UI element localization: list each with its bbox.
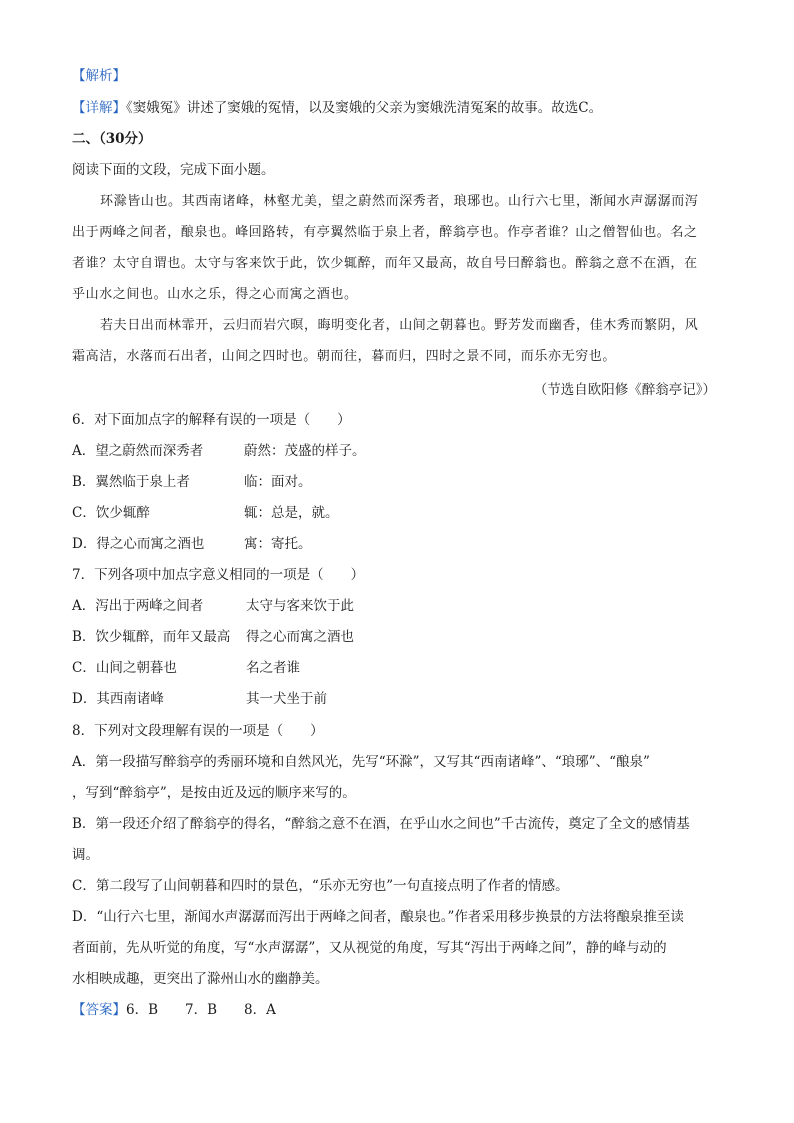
q8-line: C．第二段写了山间朝暮和四时的景色，“乐亦无穷也”一句直接点明了作者的情感。 [72, 878, 569, 894]
q8-line: A．第一段描写醉翁亭的秀丽环境和自然风光，先写“环滁”，又写其“西南诸峰”、“琅琊”、“酿泉” [72, 754, 650, 770]
q8-line: 者面前，先从听觉的角度，写“水声潺潺”，又从视觉的角度，写其“泻出于两峰之间”，静的峰与动的 [72, 940, 667, 956]
q6-option-d: D．得之心而寓之酒也 寓：寄托。 [72, 536, 312, 552]
q7-option-b: B．饮少辄醉，而年又最高 得之心而寓之酒也 [72, 629, 354, 645]
q7-option-a: A．泻出于两峰之间者 太守与客来饮于此 [72, 598, 354, 614]
q8-line: ，写到“醉翁亭”，是按由近及远的顺序来写的。 [72, 785, 356, 801]
passage-line: 若夫日出而林霏开，云归而岩穴暝，晦明变化者，山间之朝暮也。野芳发而幽香，佳木秀而繁阴，风 [100, 318, 699, 333]
passage-line: 者谁？太守自谓也。太守与客来饮于此，饮少辄醉，而年又最高，故自号曰醉翁也。醉翁之意不在酒，在 [72, 256, 698, 271]
q6-stem: 6．对下面加点字的解释有误的一项是（ ） [72, 412, 351, 428]
passage-line: 霜高洁，水落而石出者，山间之四时也。朝而往，暮而归，四时之景不同，而乐亦无穷也。 [72, 349, 617, 364]
passage-source: （节选自欧阳修《醉翁亭记》） [533, 382, 716, 398]
passage-line: 环滁皆山也。其西南诸峰，林壑尤美，望之蔚然而深秀者，琅琊也。山行六七里，渐闻水声潺潺而泻 [100, 194, 699, 209]
answer-line [72, 1000, 276, 1020]
q7-stem: 7．下列各项中加点字意义相同的一项是（ ） [72, 567, 365, 583]
passage-line: 乎山水之间也。山水之乐，得之心而寓之酒也。 [72, 287, 358, 302]
section-title: 二、（30分） [72, 131, 152, 147]
q6-option-b: B．翼然临于泉上者 临：面对。 [72, 474, 312, 490]
q7-option-c: C．山间之朝暮也 名之者谁 [72, 660, 300, 676]
passage-line: 出于两峰之间者，酿泉也。峰回路转，有亭翼然临于泉上者，醉翁亭也。作亭者谁？山之僧智仙也。名之 [72, 225, 698, 240]
detail-label: 【详解】 [72, 100, 126, 116]
q8-line: 水相映成趣，更突出了滁州山水的幽静美。 [72, 971, 329, 987]
answer-text: 6．B 7．B 8．A [126, 1002, 276, 1018]
q6-option-a: A．望之蔚然而深秀者 蔚然：茂盛的样子。 [72, 443, 366, 459]
analysis-label: 【解析】 [72, 68, 126, 84]
q8-line: D．“山行六七里，渐闻水声潺潺而泻出于两峰之间者，酿泉也。”作者采用移步换景的方法将酿泉推至读 [72, 909, 684, 925]
q8-line: 调。 [72, 847, 99, 863]
q8-stem: 8．下列对文段理解有误的一项是（ ） [72, 723, 324, 739]
detail-line [72, 98, 602, 118]
q7-option-d: D．其西南诸峰 其一犬坐于前 [72, 691, 327, 707]
detail-text: 《窦娥冤》讲述了窦娥的冤情，以及窦娥的父亲为窦娥洗清冤案的故事。故选C。 [126, 100, 603, 116]
q6-option-c: C．饮少辄醉 辄：总是，就。 [72, 505, 339, 521]
answer-label: 【答案】 [72, 1002, 126, 1018]
instruction: 阅读下面的文段，完成下面小题。 [72, 162, 275, 178]
q8-line: B．第一段还介绍了醉翁亭的得名，“醉翁之意不在酒，在乎山水之间也”千古流传，奠定了全文的感情基 [72, 816, 690, 832]
